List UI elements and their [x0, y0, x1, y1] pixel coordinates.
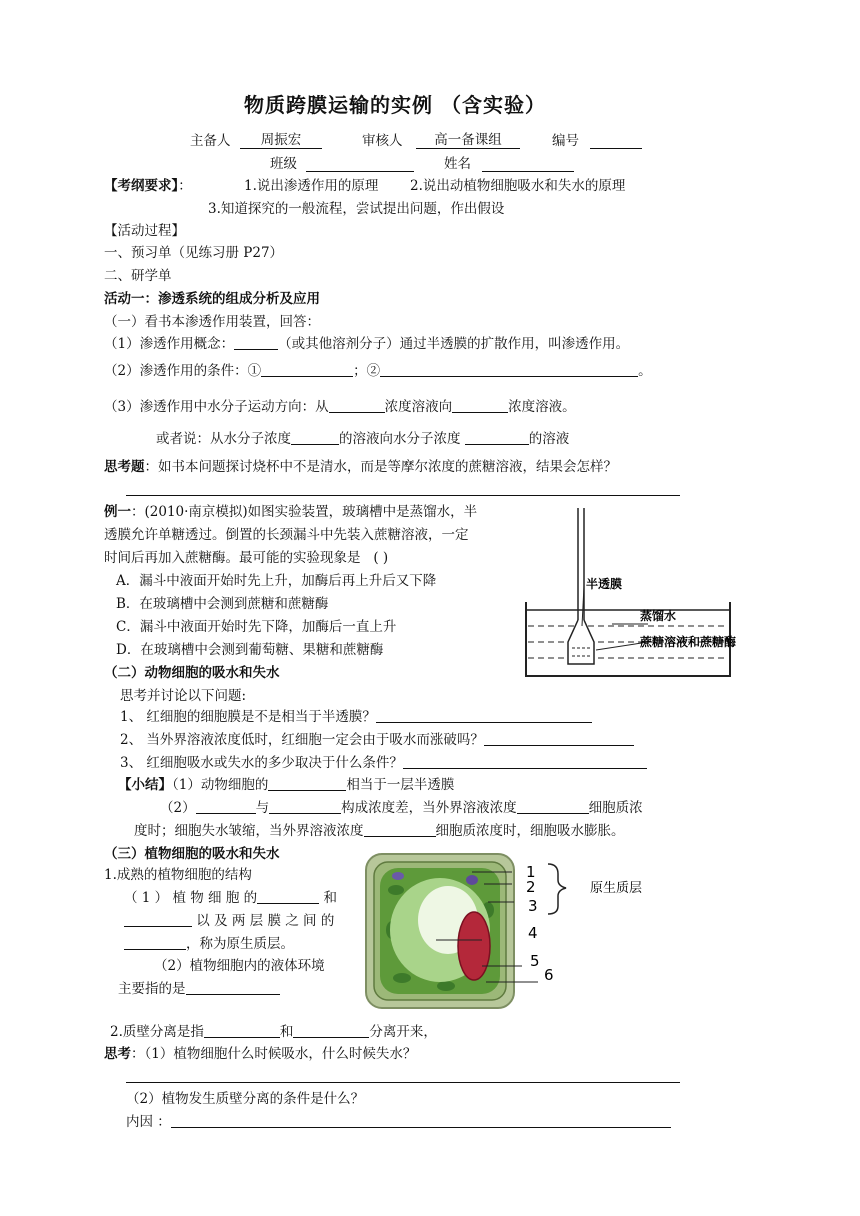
q2-blank-1[interactable]: [261, 362, 353, 377]
summary-line-1: [118, 776, 454, 794]
summary-3-blank[interactable]: [364, 822, 436, 837]
inner-cause-blank[interactable]: [171, 1113, 671, 1128]
q1-text-a: （1）渗透作用概念：: [104, 336, 235, 352]
q3-text-b: 浓度溶液向: [384, 399, 453, 415]
inner-cause: [126, 1113, 671, 1131]
number-label: 编号: [552, 133, 579, 149]
option-c: C．漏斗中液面开始时先下降，加酶后一直上升: [116, 619, 397, 635]
label-semipermeable-membrane: 半透膜: [586, 577, 623, 591]
plasmolysis-blank-2[interactable]: [293, 1023, 369, 1038]
plasmolysis-text-b: 和: [279, 1024, 294, 1040]
osmosis-apparatus-figure: [516, 502, 738, 682]
preparer-name: 周振宏: [240, 132, 322, 149]
animal-q1-blank[interactable]: [376, 708, 592, 723]
q3-blank-1[interactable]: [329, 398, 385, 413]
cell-label-6: 6: [544, 966, 554, 984]
think-label: 思考题: [104, 459, 145, 475]
plasmolysis-text-a: 2.质壁分离是指: [110, 1024, 204, 1040]
plant-p3-text: 主要指的是: [118, 981, 186, 997]
summary-2-c: 构成浓度差，当外界溶液浓度: [341, 800, 517, 816]
plant-p3-blank[interactable]: [186, 980, 280, 995]
name-label: 姓名: [444, 156, 471, 172]
summary-2-blank-2[interactable]: [269, 799, 341, 814]
summary-2-b: 与: [255, 800, 270, 816]
think-text: ：如书本问题探讨烧杯中不是清水，而是等摩尔浓度的蔗糖溶液，结果会怎样？: [144, 459, 617, 475]
q2-blank-2[interactable]: [380, 362, 638, 377]
reviewer-name: 高一备课组: [416, 132, 520, 149]
q2-line: [104, 362, 652, 380]
animal-q3: [120, 754, 647, 772]
process-label: 【活动过程】: [104, 223, 185, 239]
example-text-3: 时间后再加入蔗糖酶。最可能的实验现象是: [104, 550, 361, 566]
requirements-label: 【考纲要求】: [104, 178, 179, 194]
animal-q2-blank[interactable]: [484, 731, 634, 746]
cell-label-3: 3: [528, 897, 538, 915]
q3-line: [104, 398, 576, 416]
animal-q2: [120, 731, 634, 749]
example-line-2: 透膜允许单糖透过。倒置的长颈漏斗中先装入蔗糖溶液，一定: [104, 527, 469, 543]
plant-p3: [118, 980, 280, 998]
number-blank[interactable]: [590, 148, 642, 149]
q4-text-a: 或者说：从水分子浓度: [156, 431, 291, 447]
option-a: A．漏斗中液面开始时先上升，加酶后再上升后又下降: [116, 573, 437, 589]
class-blank[interactable]: [306, 171, 414, 172]
requirement-3: 3.知道探究的一般流程，尝试提出问题，作出假设: [208, 201, 505, 217]
summary-2-blank-3[interactable]: [517, 799, 589, 814]
summary-1-a: （1）动物细胞的: [172, 777, 269, 793]
animal-q1: [120, 708, 592, 726]
q1-text-b: （或其他溶剂分子）通过半透膜的扩散作用，叫渗透作用。: [278, 336, 630, 352]
summary-1-blank[interactable]: [268, 776, 346, 791]
q2-text-b: ；②: [353, 363, 381, 379]
plant-think-label: 思考: [104, 1046, 131, 1062]
example-text-1: ：(2010·南京模拟)如图实验装置，玻璃槽中是蒸馏水，半: [131, 504, 478, 520]
animal-q3-text: 3、 红细胞吸水或失水的多少取决于什么条件？: [120, 755, 403, 771]
plant-p1: 1.成熟的植物细胞的结构: [104, 867, 252, 883]
option-d: D．在玻璃槽中会测到葡萄糖、果糖和蔗糖酶: [116, 642, 384, 658]
label-sucrose-solution: 蔗糖溶液和蔗糖酶: [640, 635, 737, 649]
animal-q3-blank[interactable]: [403, 754, 647, 769]
plant-p1c: [124, 935, 294, 953]
q1-blank[interactable]: [234, 335, 278, 350]
preparer-label: 主备人: [190, 133, 231, 149]
plant-p1b-text: 以 及 两 层 膜 之 间 的: [196, 913, 335, 929]
plant-p1a-text-a: （ 1 ） 植 物 细 胞 的: [124, 890, 258, 906]
q3-blank-2[interactable]: [452, 398, 508, 413]
plant-think-2: （2）植物发生质壁分离的条件是什么？: [126, 1091, 365, 1107]
think-answer-line[interactable]: [126, 495, 680, 496]
study-line: 二、研学单: [104, 268, 172, 284]
activity1-title: 活动一：渗透系统的组成分析及应用: [104, 291, 320, 307]
plant-p1a-text-b: 和: [323, 890, 337, 906]
protoplast-bracket: [548, 864, 566, 914]
plant-p1c-blank[interactable]: [124, 935, 186, 950]
cell-label-1: 1: [526, 863, 536, 881]
preview-line: 一、预习单（见练习册 P27）: [104, 245, 284, 261]
plasmolysis-def: [110, 1023, 437, 1041]
summary-1-b: 相当于一层半透膜: [346, 777, 455, 793]
cell-label-5: 5: [530, 952, 540, 970]
summary-2-a: （2）: [160, 800, 196, 816]
animal-q2-text: 2、 当外界溶液浓度低时，红细胞一定会由于吸水而涨破吗？: [120, 732, 484, 748]
class-label: 班级: [270, 156, 297, 172]
requirement-2: 2.说出动植物细胞吸水和失水的原理: [410, 178, 626, 194]
requirement-1: 1.说出渗透作用的原理: [244, 178, 379, 194]
q4-text-c: 的溶液: [528, 431, 570, 447]
q2-text-a: （2）渗透作用的条件：①: [104, 363, 262, 379]
example-line-3: [104, 549, 388, 567]
summary-3-b: 细胞质浓度时，细胞吸水膨胀。: [435, 823, 625, 839]
plasmolysis-blank-1[interactable]: [204, 1023, 280, 1038]
cell-label-2: 2: [526, 878, 536, 896]
summary-2-blank-1[interactable]: [196, 799, 256, 814]
animal-intro: 思考并讨论以下问题:: [120, 688, 247, 704]
name-blank[interactable]: [482, 171, 574, 172]
q4-blank-1[interactable]: [291, 430, 339, 445]
q1-line: [104, 335, 629, 353]
plant-cell-figure: [362, 850, 643, 1012]
summary-line-2: [160, 799, 643, 817]
plasmolysis-text-c: 分离开来，: [369, 1024, 437, 1040]
inner-cause-label: 内因 ：: [126, 1114, 171, 1130]
q4-blank-2[interactable]: [465, 430, 529, 445]
plant-think-1: [104, 1045, 416, 1063]
reviewer-label: 审核人: [362, 133, 403, 149]
option-b: B．在玻璃槽中会测到蔗糖和蔗糖酶: [116, 596, 329, 612]
plant-p2: （2）植物细胞内的液体环境: [154, 958, 325, 974]
plant-title: （三）植物细胞的吸水和失水: [104, 846, 280, 862]
label-distilled-water: 蒸馏水: [640, 609, 677, 623]
q3-text-a: （3）渗透作用中水分子运动方向：从: [104, 399, 329, 415]
q4-line: [156, 430, 569, 448]
q3-text-c: 浓度溶液。: [508, 399, 576, 415]
summary-line-3: [134, 822, 625, 840]
plant-p1b-blank[interactable]: [124, 912, 192, 927]
plant-p1c-text: ，称为原生质层。: [186, 936, 294, 952]
protoplast-label: 原生质层: [590, 881, 643, 896]
requirements-colon: ：: [178, 178, 192, 194]
plant-think-1-text: ：（1）植物细胞什么时候吸水，什么时候失水？: [131, 1046, 417, 1062]
plant-p1a-blank[interactable]: [257, 889, 319, 904]
animal-title: （二）动物细胞的吸水和失水: [104, 665, 280, 681]
q2-text-c: 。: [638, 363, 652, 379]
activity1-sub1: （一）看书本渗透作用装置，回答：: [104, 314, 320, 330]
cell-label-4: 4: [528, 924, 538, 942]
example-line-1: [104, 503, 477, 521]
plant-think-answer-line[interactable]: [126, 1082, 680, 1083]
example-label: 例一: [104, 504, 131, 520]
summary-label: 【小结】: [118, 777, 172, 793]
summary-3-a: 度时；细胞失水皱缩，当外界溶液浓度: [134, 823, 364, 839]
page-title: 物质跨膜运输的实例 （含实验）: [244, 93, 546, 117]
summary-2-d: 细胞质浓: [588, 800, 643, 816]
q4-text-b: 的溶液向水分子浓度: [339, 431, 461, 447]
think-question: [104, 458, 617, 476]
plant-p1b: [124, 912, 334, 930]
requirements: [104, 177, 192, 195]
plant-p1a: [124, 889, 337, 907]
example-answer-paren[interactable]: ( ): [373, 550, 389, 566]
animal-q1-text: 1、 红细胞的细胞膜是不是相当于半透膜？: [120, 709, 376, 725]
